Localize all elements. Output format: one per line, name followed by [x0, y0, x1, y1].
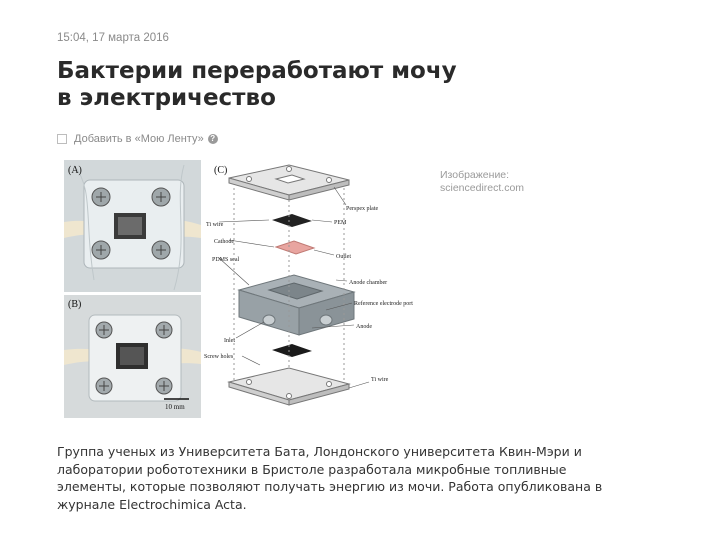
image-credit-label: Изображение: [440, 169, 510, 181]
label-ti-wire-top: Ti wire [206, 222, 224, 228]
add-to-feed-label[interactable]: Добавить в «Мою Ленту» [74, 133, 204, 145]
article-figure [64, 160, 436, 418]
label-inlet: Inlet [224, 338, 235, 344]
help-icon[interactable]: ? [208, 134, 218, 144]
label-outlet: Outlet [336, 254, 351, 260]
exploded-diagram [214, 165, 369, 405]
article-title-line2: в электричество [57, 85, 276, 111]
label-anode-chamber: Anode chamber [349, 280, 388, 286]
label-ti-wire-bottom: Ti wire [371, 377, 389, 383]
label-perspex-plate: Perspex plate [346, 206, 379, 212]
article-body: Группа ученых из Университета Бата, Лондонского университета Квин-Мэри и лаборатории робототехники в Бристоле разработала микробные топливные элементы, которые позволяют получать энергию из мочи. Работа опубликована в журнале Electrochimica Acta. [57, 444, 603, 512]
image-credit-source[interactable]: sciencedirect.com [440, 182, 525, 194]
panel-b-label: (B) [68, 299, 82, 310]
scale-bar-label: 10 mm [165, 403, 185, 411]
panel-a-label: (A) [68, 165, 82, 176]
label-reference-port: Reference electrode port [354, 301, 413, 307]
article-title [57, 58, 527, 112]
label-pem: PEM [334, 220, 347, 226]
article-title-line1: Бактерии переработают мочу [57, 58, 457, 84]
add-to-feed[interactable] [57, 133, 218, 145]
add-to-feed-checkbox[interactable] [57, 134, 67, 144]
label-anode: Anode [356, 324, 372, 330]
photo-panel-b [64, 295, 201, 418]
photo-panel-a [64, 160, 201, 292]
label-screw-holes: Screw holes [204, 354, 234, 360]
label-pdms-seal: PDMS seal [212, 257, 240, 263]
article-date: 15:04, 17 марта 2016 [57, 32, 169, 44]
panel-c-label: (C) [214, 165, 228, 176]
label-cathode: Cathode [214, 239, 234, 245]
